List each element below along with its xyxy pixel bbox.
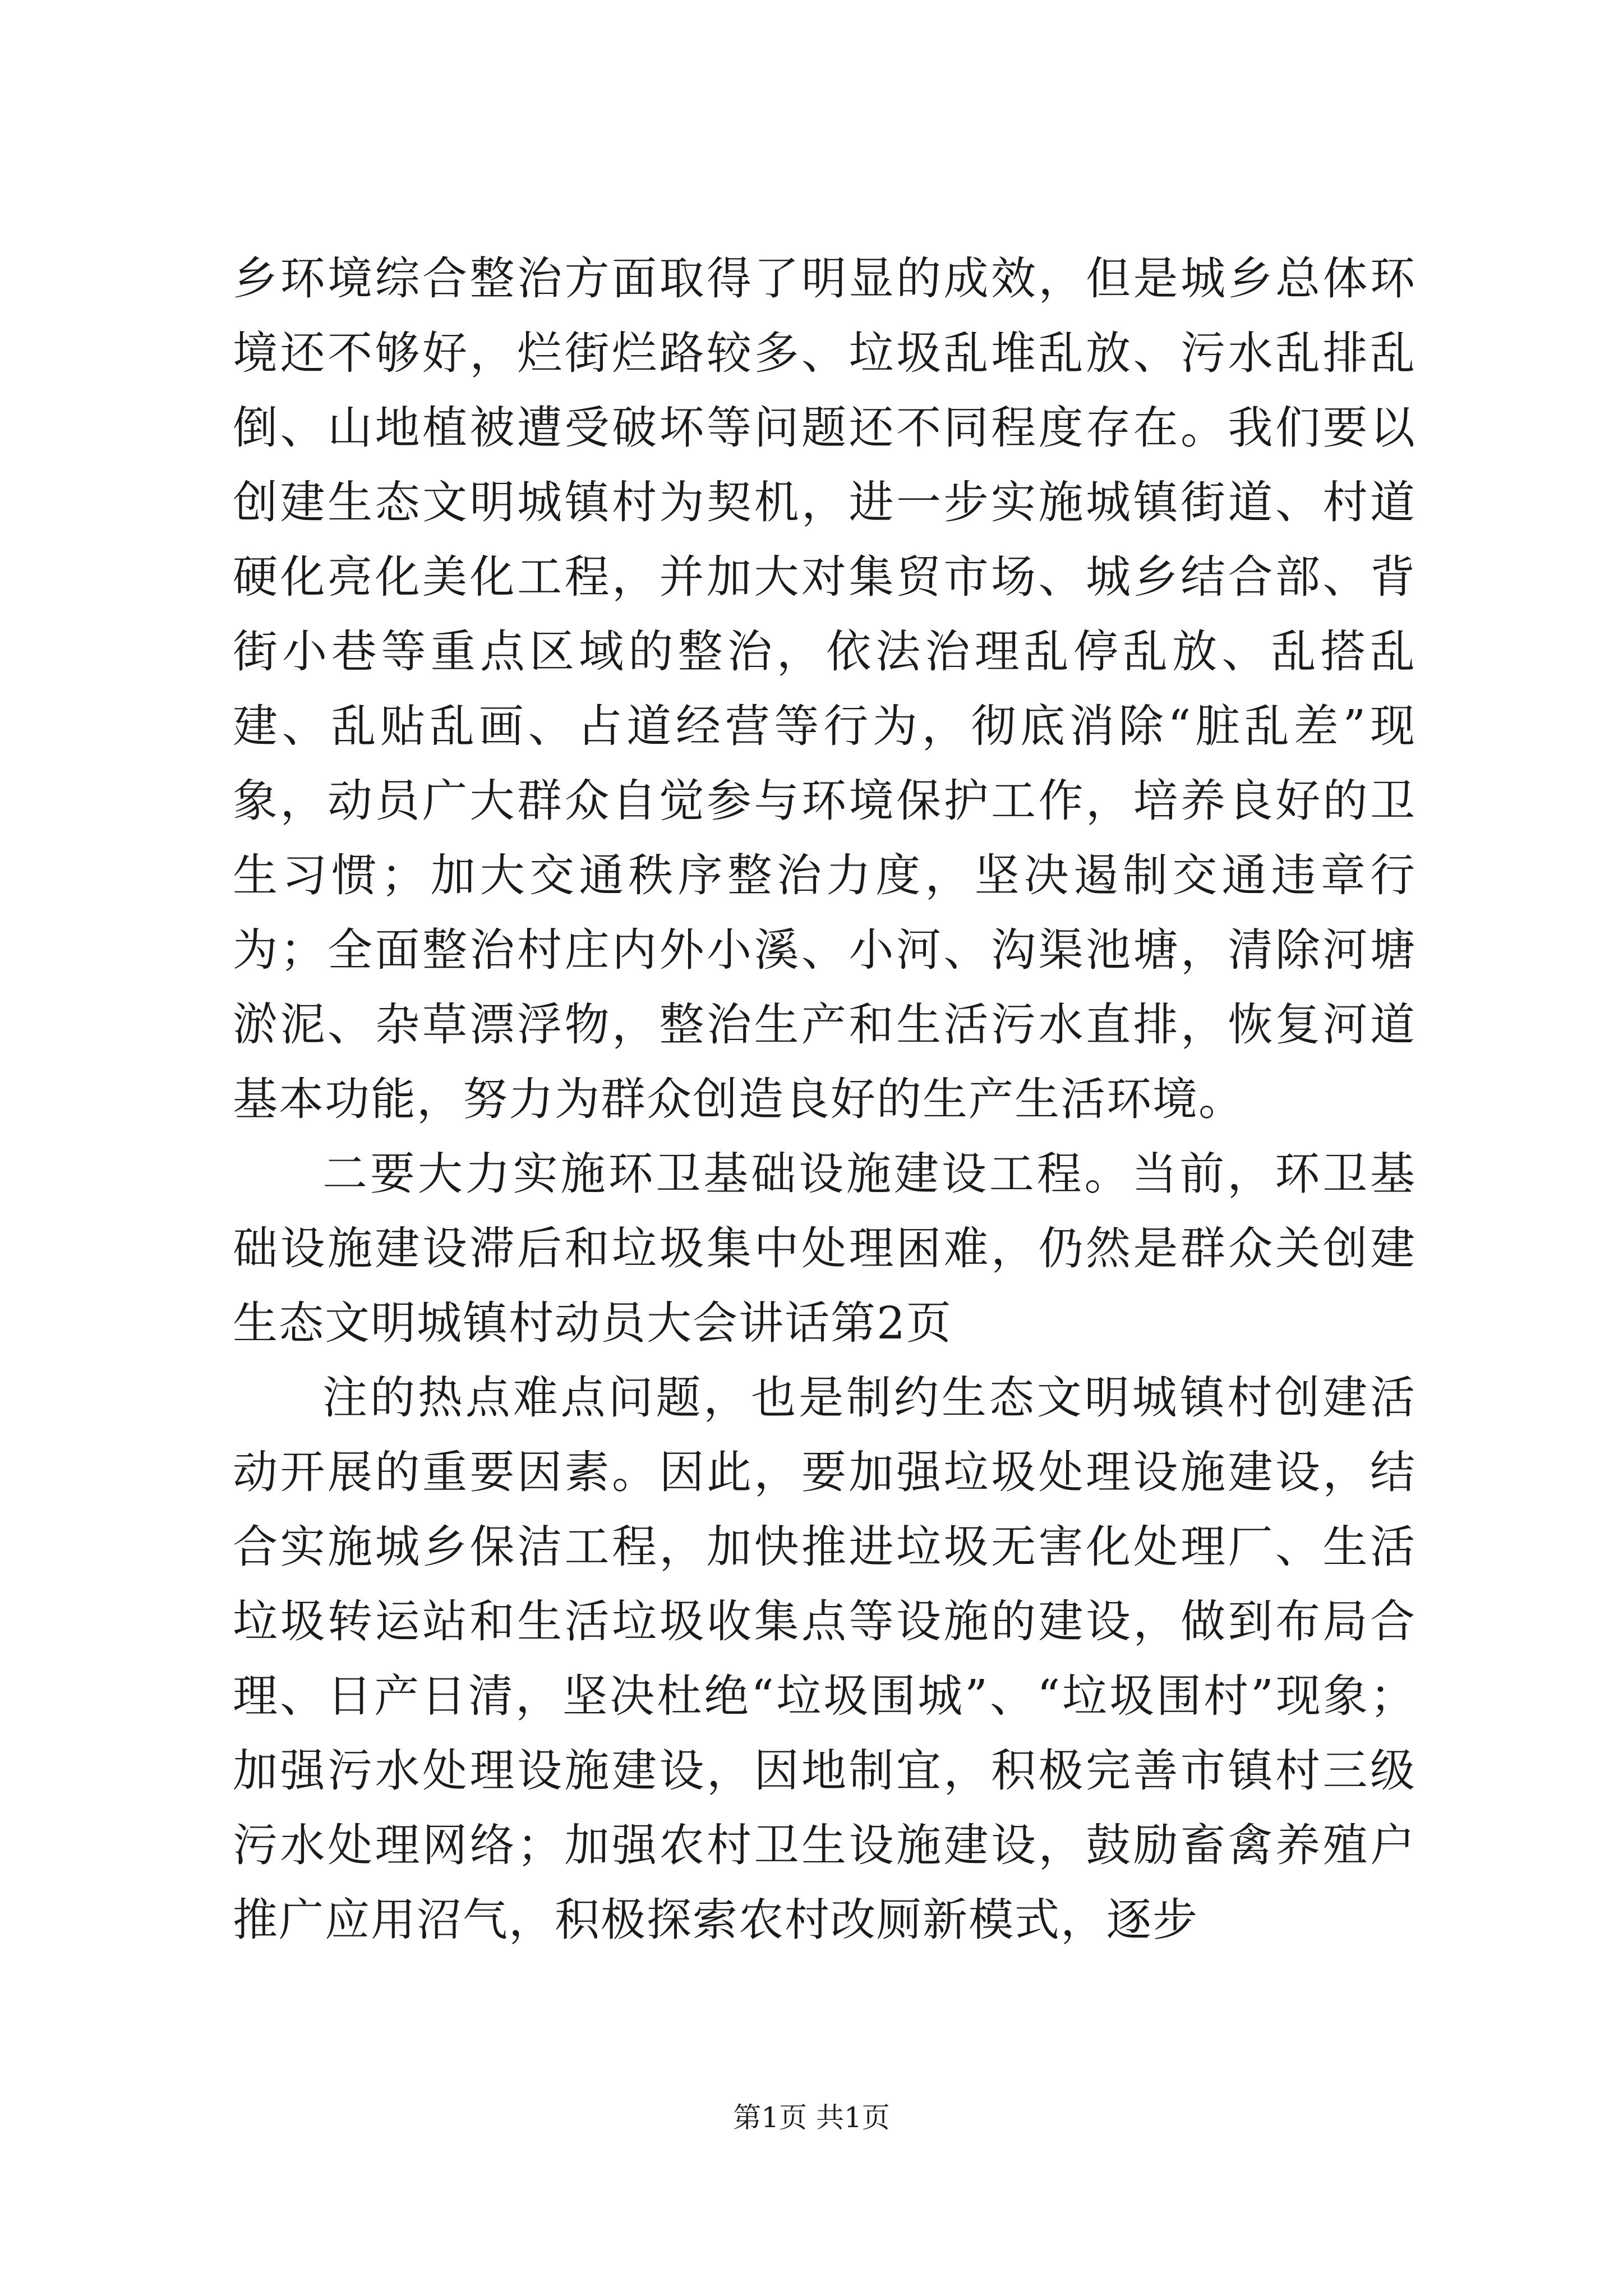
paragraph-1: 乡环境综合整治方面取得了明显的成效，但是城乡总体环境还不够好，烂街烂路较多、垃圾乱堆乱放、污水乱排乱倒、山地植被遭受破坏等问题还不同程度存在。我们要以创建生态文明城镇村为契机，进一步实施城镇街道、村道硬化亮化美化工程，并加大对集贸市场、城乡结合部、背街小巷等重点区域的整治，依法治理乱停乱放、乱搭乱建、乱贴乱画、占道经营等行为，彻底消除“脏乱差”现象，动员广大群众自觉参与环境保护工作，培养良好的卫生习惯；加大交通秩序整治力度，坚决遏制交通违章行为；全面整治村庄内外小溪、小河、沟渠池塘，清除河塘淤泥、杂草漂浮物，整治生产和生活污水直排，恢复河道基本功能，努力为群众创造良好的生产生活环境。 [233, 252, 1416, 1125]
document-body [233, 241, 1416, 1957]
paragraph-3: 注的热点难点问题，也是制约生态文明城镇村创建活动开展的重要因素。因此，要加强垃圾处理设施建设，结合实施城乡保洁工程，加快推进垃圾无害化处理厂、生活垃圾转运站和生活垃圾收集点等设施的建设，做到布局合理、日产日清，坚决杜绝“垃圾围城”、“垃圾围村”现象；加强污水处理设施建设，因地制宜，积极完善市镇村三级污水处理网络；加强农村卫生设施建设，鼓励畜禽养殖户推广应用沼气，积极探索农村改厕新模式，逐步 [233, 1372, 1416, 1946]
paragraph-2: 二要大力实施环卫基础设施建设工程。当前，环卫基础设施建设滞后和垃圾集中处理困难，仍然是群众关创建生态文明城镇村动员大会讲话第2页 [233, 1148, 1416, 1349]
page-footer: 第1页 共1页 [733, 2101, 890, 2134]
